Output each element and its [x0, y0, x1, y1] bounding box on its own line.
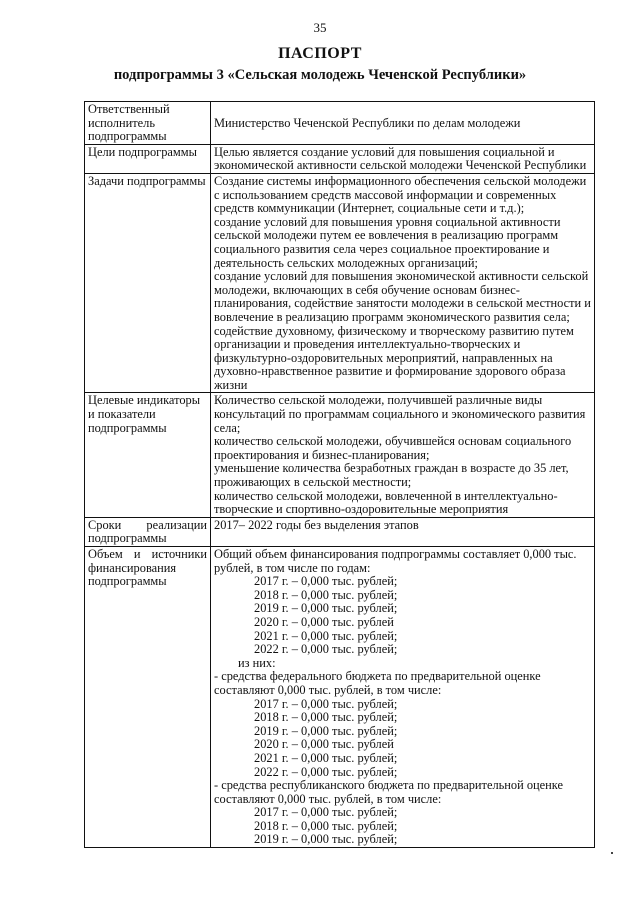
value-goals: Целью является создание условий для повышения социальной и экономической активности сельской молодежи Чеченской Республики: [211, 144, 595, 173]
funding-republican-year: 2018 г. – 0,000 тыс. рублей;: [254, 818, 398, 833]
label-indicators: Целевые индикаторы и показатели подпрограммы: [85, 393, 211, 517]
funding-federal-year: 2018 г. – 0,000 тыс. рублей;: [254, 710, 398, 725]
label-goals: Цели подпрограммы: [85, 144, 211, 173]
value-indicators: [211, 393, 595, 517]
funding-total-year: 2019 г. – 0,000 тыс. рублей;: [254, 601, 398, 616]
task-item: создание условий для повышения уровня социальной активности сельской молодежи путем ее вовлечения в реализацию программ социального развития села через социальное проектирование и деятельность сельских молодежных организаций;: [214, 214, 561, 270]
value-timing: 2017– 2022 годы без выделения этапов: [211, 517, 595, 546]
passport-table: [84, 101, 595, 848]
funding-total-year: 2017 г. – 0,000 тыс. рублей;: [254, 574, 398, 589]
funding-republican-year: 2019 г. – 0,000 тыс. рублей;: [254, 832, 398, 847]
task-item: Создание системы информационного обеспечения сельской молодежи с использованием средств массовой информации и современных средств коммуникации (Интернет, социальные сети и т.д.);: [214, 173, 587, 216]
row-indicators: [85, 393, 595, 517]
label-tasks: Задачи подпрограммы: [85, 173, 211, 393]
indicator-item: количество сельской молодежи, вовлеченной в интеллектуально-творческие и спортивно-оздоровительные мероприятия: [214, 488, 558, 517]
funding-federal-year: 2020 г. – 0,000 тыс. рублей: [254, 737, 394, 752]
funding-total-year: 2020 г. – 0,000 тыс. рублей: [254, 614, 394, 629]
funding-total-year: 2018 г. – 0,000 тыс. рублей;: [254, 587, 398, 602]
task-item: создание условий для повышения экономической активности сельской молодежи, включающих в себя обучение основам бизнес-планирования, содействие занятости молодежи в сельской местности и вовлечение в реализацию программ экономического развития села;: [214, 269, 591, 324]
indicator-item: количество сельской молодежи, обучившейся основам социального проектирования и бизнес-планирования;: [214, 434, 572, 462]
row-tasks: [85, 173, 595, 393]
value-funding: [211, 547, 595, 848]
funding-of-them: из них:: [238, 655, 276, 670]
document-subtitle: подпрограммы 3 «Сельская молодежь Чеченской Республики»: [113, 67, 527, 83]
indicator-item: уменьшение количества безработных граждан в возрасте до 35 лет, проживающих в сельской местности;: [214, 461, 569, 490]
funding-federal-year: 2021 г. – 0,000 тыс. рублей;: [254, 750, 398, 765]
row-responsible-executor: [85, 102, 595, 145]
page-number: 35: [313, 20, 327, 35]
task-item: содействие духовному, физическому и творческому развитию путем организации и проведения интеллектуально-творческих и физкультурно-оздоровительных мероприятий, направленных на духовно-нравственное развитие и формирование здорового образа жизни: [214, 323, 574, 392]
row-goals: [85, 144, 595, 173]
funding-republican: - средства республиканского бюджета по предварительной оценке составляют 0,000 тыс. рублей, в том числе:: [214, 778, 564, 806]
funding-total-year: 2021 г. – 0,000 тыс. рублей;: [254, 628, 398, 643]
funding-federal-year: 2017 г. – 0,000 тыс. рублей;: [254, 696, 398, 711]
row-funding: [85, 547, 595, 848]
label-timing: Сроки реализации подпрограммы: [85, 517, 211, 546]
label-funding: Объем и источники финансирования подпрограммы: [85, 547, 211, 848]
row-timing: [85, 517, 595, 546]
funding-republican-year: 2017 г. – 0,000 тыс. рублей;: [254, 805, 398, 820]
label-responsible-executor: Ответственный исполнитель подпрограммы: [85, 102, 211, 145]
funding-total: Общий объем финансирования подпрограммы составляет 0,000 тыс. рублей, в том числе по годам:: [214, 547, 577, 575]
funding-federal-year: 2022 г. – 0,000 тыс. рублей;: [254, 764, 398, 779]
indicator-item: Количество сельской молодежи, получившей различные виды консультаций по программам социального и экономического развития села;: [214, 393, 586, 435]
document-title: ПАСПОРТ: [278, 45, 362, 62]
funding-federal-year: 2019 г. – 0,000 тыс. рублей;: [254, 723, 398, 738]
value-tasks: [211, 173, 595, 393]
scan-speck: [611, 852, 613, 854]
value-responsible-executor: Министерство Чеченской Республики по делам молодежи: [211, 102, 595, 145]
funding-federal: - средства федерального бюджета по предварительной оценке составляют 0,000 тыс. рублей, в том числе:: [214, 669, 541, 697]
funding-total-year: 2022 г. – 0,000 тыс. рублей;: [254, 642, 398, 657]
